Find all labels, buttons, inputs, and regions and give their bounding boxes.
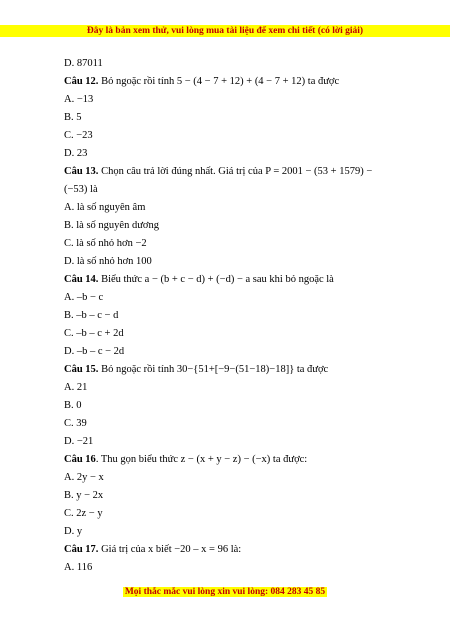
question-label: Câu 12. — [64, 76, 99, 87]
question-17 — [64, 541, 394, 559]
answer-option: A. 116 — [64, 562, 93, 573]
answer-option: B. 5 — [64, 112, 82, 123]
answer-option: C. 2z − y — [64, 508, 103, 519]
answer-option: D. –b – c − 2d — [64, 346, 125, 357]
answer-option: B. y − 2x — [64, 490, 104, 501]
question-15 — [64, 361, 394, 379]
answer-option: A. −13 — [64, 94, 94, 105]
preview-notice-banner — [0, 25, 450, 37]
question-text: . Thu gọn biểu thức z − (x + y − z) − (−x) ta được: — [95, 454, 308, 465]
answer-option: D. −21 — [64, 436, 94, 447]
question-12 — [64, 73, 394, 91]
question-text: Bỏ ngoặc rồi tính 30−{51+[−9−(51−18)−18]} ta được — [101, 364, 329, 375]
preview-notice-text: Đây là bản xem thử, vui lòng mua tài liệu để xem chi tiết (có lời giải) — [86, 26, 364, 36]
answer-option: C. 39 — [64, 418, 87, 429]
contact-footer — [0, 586, 450, 598]
question-label: Câu 17. — [64, 544, 99, 555]
question-text: Chọn câu trả lời đúng nhất. Giá trị của P = 2001 − (53 + 1579) − — [101, 166, 373, 177]
answer-option: B. là số nguyên dương — [64, 220, 159, 231]
question-14 — [64, 271, 394, 289]
answer-option: D. y — [64, 526, 83, 537]
question-text: Biểu thức a − (b + c − d) + (−d) − a sau khi bỏ ngoặc là — [101, 274, 334, 285]
question-13 — [64, 163, 394, 181]
exercise-content — [64, 55, 394, 577]
contact-text: Mọi thắc mắc vui lòng xin vui lòng: 084 283 45 85 — [124, 587, 326, 597]
answer-option: D. 87011 — [64, 58, 103, 69]
question-label: Câu 14. — [64, 274, 99, 285]
answer-option: B. –b – c − d — [64, 310, 119, 321]
question-16 — [64, 451, 394, 469]
question-text-continued: (−53) là — [64, 184, 98, 195]
answer-option: C. –b – c + 2d — [64, 328, 124, 339]
answer-option: D. 23 — [64, 148, 88, 159]
answer-option: B. 0 — [64, 400, 82, 411]
answer-option: A. –b − c — [64, 292, 104, 303]
answer-option: D. là số nhỏ hơn 100 — [64, 256, 152, 267]
question-label: Câu 15. — [64, 364, 99, 375]
question-text: Giá trị của x biết −20 – x = 96 là: — [101, 544, 242, 555]
answer-option: C. là số nhỏ hơn −2 — [64, 238, 147, 249]
answer-option: A. 21 — [64, 382, 88, 393]
answer-option: A. là số nguyên âm — [64, 202, 146, 213]
question-label: Câu 16 — [64, 454, 96, 465]
answer-option: C. −23 — [64, 130, 93, 141]
question-label: Câu 13. — [64, 166, 99, 177]
answer-option: A. 2y − x — [64, 472, 104, 483]
question-text: Bỏ ngoặc rồi tính 5 − (4 − 7 + 12) + (4 − 7 + 12) ta được — [101, 76, 340, 87]
